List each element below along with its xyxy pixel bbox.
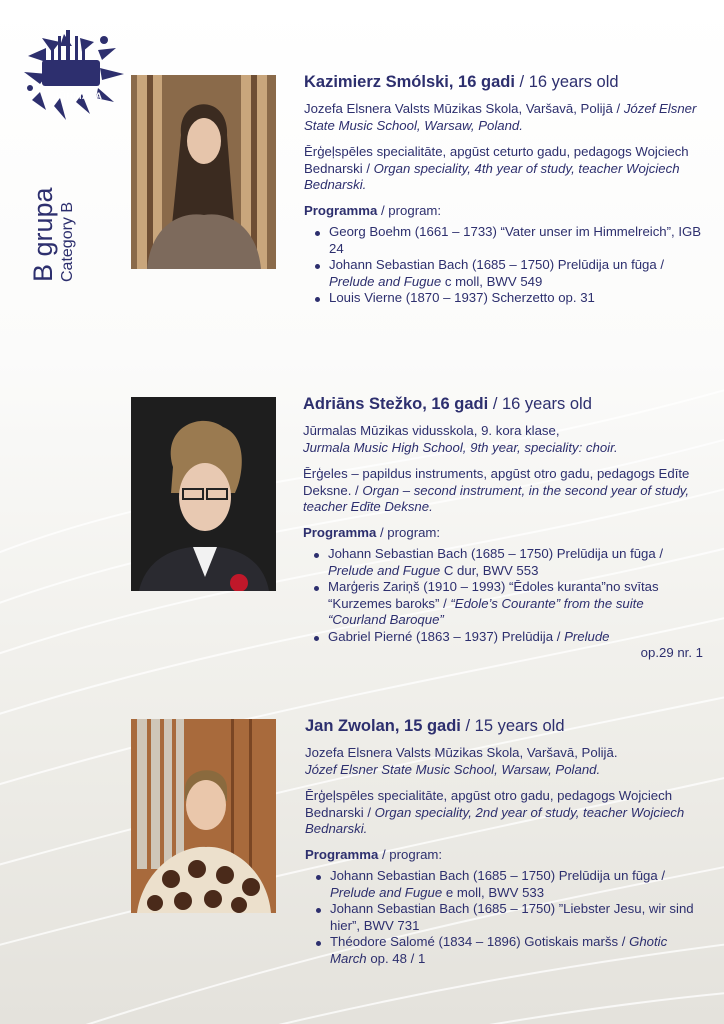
program-heading-3: Programma / program: (305, 846, 443, 862)
piece-lv: Johann Sebastian Bach (1685 – 1750) Prelūdija un fūga (330, 868, 658, 883)
program-list-3 (305, 868, 705, 967)
piece-tail: c moll, BWV 549 (444, 273, 543, 289)
school-en: Józef Elsner State Music School, Warsaw, Poland. (305, 761, 601, 777)
program-label: Programma (304, 202, 378, 218)
piece-it: “Edole’s Courante” from the suite “Courland Baroque” (328, 595, 644, 627)
program-en: program: (387, 524, 441, 540)
name-text: Kazimierz Smólski, 16 gadi (304, 73, 515, 91)
program-heading-1: Programma / program: (304, 202, 442, 218)
speciality-1: Ērģeļspēles specialitāte, apgūst ceturto gadu, pedagogs Wojciech Bednarski / Organ speciality, 4th year of study, teacher Wojciech Bednarski. (304, 144, 689, 192)
piece-it: Prelude and Fugue (328, 562, 441, 578)
performer-info-3 (305, 716, 705, 967)
age-en: 16 years old (502, 395, 592, 413)
school-3 (305, 745, 705, 778)
performer-name-2: Adriāns Stežko, 16 gadi / 16 years old (303, 395, 592, 413)
program-en: program: (389, 846, 443, 862)
program-heading-2: Programma / program: (303, 524, 441, 540)
spec-lv: Ērģeļspēles specialitāte, apgūst otro gadu, pedagogs Wojciech Bednarski (305, 788, 673, 820)
piece-it: Prelude (564, 628, 610, 644)
category-main: B grupa (28, 187, 58, 282)
school-1: Jozefa Elsnera Valsts Mūzikas Skola, Varšavā, Polijā / Józef Elsner State Music School, Warsaw, Poland. (304, 101, 697, 133)
program-item: Louis Vierne (1870 – 1937) Scherzetto op. 31 (304, 290, 704, 307)
piece-it: Ghotic March (330, 934, 668, 966)
piece-lv: Théodore Salomé (1834 – 1896) Gotiskais maršs (330, 934, 619, 949)
spec-lv: Ērģeļspēles specialitāte, apgūst ceturto gadu, pedagogs Wojciech Bednarski (304, 144, 689, 176)
name-text: Jan Zwolan, 15 gadi (305, 717, 461, 735)
category-sub: Category B (59, 201, 76, 282)
age-en: 16 years old (528, 73, 619, 91)
program-item: Marģeris Zariņš (1910 – 1993) “Ēdoles kuranta”no svītas “Kurzemes baroks” / “Edole’s Courante” from the suite “Courland Baroque” (303, 579, 703, 629)
spec-lv: Ērģeles – papildus instruments, apgūst otro gadu, pedagogs Edīte Deksne. (303, 466, 690, 498)
school-2 (303, 423, 703, 456)
piece-it: Prelude and Fugue (330, 884, 443, 900)
piece-tail: op. 48 / 1 (370, 950, 426, 966)
program-label: Programma (303, 524, 377, 540)
piece-it: Prelude and Fugue (329, 273, 442, 289)
program-item: Johann Sebastian Bach (1685 – 1750) Prelūdija un fūga / Prelude and Fugue c moll, BWV 549 (304, 257, 704, 290)
festival-logo (16, 28, 124, 124)
school-lv: Jūrmalas Mūzikas vidusskola, 9. kora klase, (303, 423, 560, 438)
school-lv: Jozefa Elsnera Valsts Mūzikas Skola, Varšavā, Polijā (304, 101, 613, 116)
organ-festival-logo-icon (16, 28, 124, 124)
piece-lv: Gabriel Pierné (1863 – 1937) Prelūdija (328, 628, 557, 644)
logo-text: JŪRMALA (53, 91, 103, 102)
school-lv: Jozefa Elsnera Valsts Mūzikas Skola, Varšavā, Polijā. (305, 745, 618, 760)
performer-photo-2 (131, 397, 276, 591)
program-list-2 (303, 546, 703, 662)
performer-photo-1 (131, 75, 276, 269)
program-item: Johann Sebastian Bach (1685 – 1750) ”Liebster Jesu, wir sind hier”, BWV 731 (305, 901, 705, 934)
program-label: Programma (305, 846, 379, 862)
piece-lv: Johann Sebastian Bach (1685 – 1750) Prelūdija un fūga (328, 546, 656, 561)
program-en: program: (388, 202, 442, 218)
spec-en: Organ speciality, 4th year of study, teacher Wojciech Bednarski. (304, 160, 680, 192)
program-item: Johann Sebastian Bach (1685 – 1750) Prelūdija un fūga / Prelude and Fugue e moll, BWV 533 (305, 868, 705, 901)
piece-tail: op.29 nr. 1 (640, 645, 703, 660)
piece-tail: C dur, BWV 553 (443, 562, 539, 578)
speciality-2: Ērģeles – papildus instruments, apgūst otro gadu, pedagogs Edīte Deksne. / Organ – second instrument, in the second year of study, teacher Edīte Deksne. (303, 466, 690, 514)
school-en: Jurmala Music High School, 9th year, speciality: choir. (303, 439, 618, 455)
category-label (28, 187, 77, 282)
performer-name-3: Jan Zwolan, 15 gadi / 15 years old (305, 717, 565, 735)
performer-name-1: Kazimierz Smólski, 16 gadi / 16 years old (304, 73, 619, 91)
speciality-3: Ērģeļspēles specialitāte, apgūst otro gadu, pedagogs Wojciech Bednarski / Organ speciality, 2nd year of study, teacher Wojciech Bednarski. (305, 788, 685, 836)
spec-en: Organ speciality, 2nd year of study, teacher Wojciech Bednarski. (305, 804, 685, 836)
piece-lv: Marģeris Zariņš (1910 – 1993) “Ēdoles kuranta”no svītas “Kurzemes baroks” (328, 579, 659, 611)
performer-photo-3 (131, 719, 276, 913)
performer-info-2 (303, 394, 703, 662)
program-item: Gabriel Pierné (1863 – 1937) Prelūdija / Prelude op.29 nr. 1 (303, 629, 703, 662)
piece-lv: Johann Sebastian Bach (1685 – 1750) Prelūdija un fūga (329, 257, 657, 272)
program-item: Théodore Salomé (1834 – 1896) Gotiskais maršs / Ghotic March op. 48 / 1 (305, 934, 705, 967)
age-en: 15 years old (474, 717, 565, 735)
program-list-1 (304, 224, 704, 307)
program-item: Johann Sebastian Bach (1685 – 1750) Prelūdija un fūga / Prelude and Fugue C dur, BWV 553 (303, 546, 703, 579)
school-en: Józef Elsner State Music School, Warsaw, Poland. (304, 101, 697, 133)
spec-en: Organ – second instrument, in the second year of study, teacher Edīte Deksne. (303, 482, 690, 514)
name-text: Adriāns Stežko, 16 gadi (303, 395, 489, 413)
program-item: Georg Boehm (1661 – 1733) “Vater unser im Himmelreich”, IGB 24 (304, 224, 704, 257)
piece-tail: e moll, BWV 533 (445, 884, 545, 900)
performer-info-1 (304, 72, 704, 307)
